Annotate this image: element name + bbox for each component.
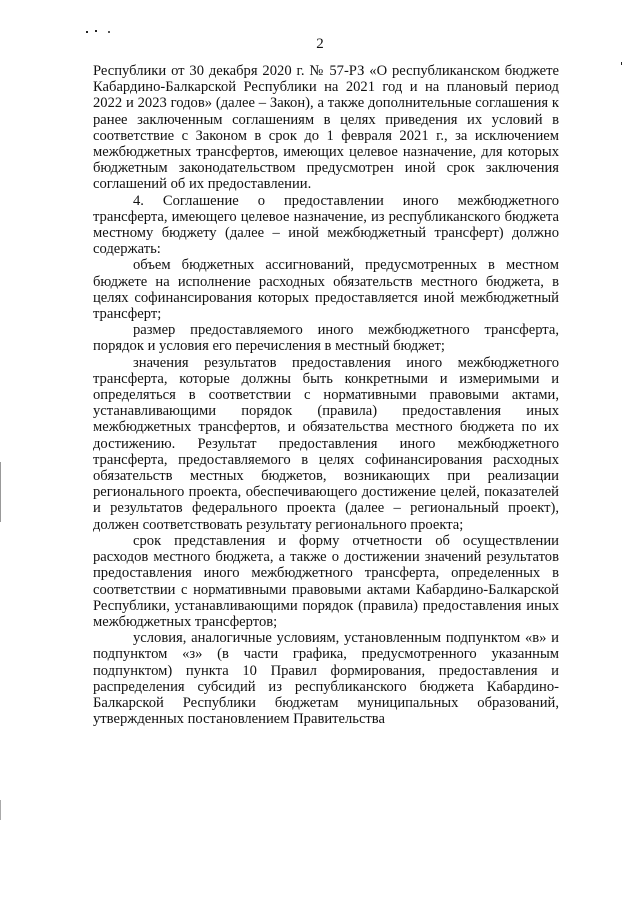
scan-edge-mark (0, 462, 1, 522)
paragraph-continuation: Республики от 30 декабря 2020 г. № 57-РЗ «О республиканском бюджете Кабардино-Балкарской Республики на 2021 год и на плановый период 2022 и 2023 годов» (далее – Закон), а также дополнительные соглашения к ранее заключенным соглашениям в целях приведения их условий в соответствие с Законом в срок до 1 февраля 2021 г., за исключением межбюджетных трансфертов, имеющих целевое назначение, для которых бюджетным законодательством предусмотрен иной срок заключения соглашений об их предоставлении. (93, 63, 559, 193)
document-body (93, 63, 559, 727)
paragraph-budget-allocations: объем бюджетных ассигнований, предусмотренных в местном бюджете на исполнение расходных обязательств местного бюджета, в целях софинансирования которых предоставляется иной межбюджетный трансферт; (93, 257, 559, 323)
paragraph-results-values: значения результатов предоставления иного межбюджетного трансферта, которые должны быть конкретными и измеримыми и определяться в соответствии с нормативными правовыми актами, устанавливающими порядок (правила) предоставления иных межбюджетных трансфертов, и обязательства местного бюджета по их достижению. Результат предоставления иного межбюджетного трансферта, предоставляемого в целях софинансирования расходных обязательств местных бюджетов, возникающих при реализации регионального проекта, обеспечивающего достижение целей, показателей и результатов федерального проекта (далее – региональный проект), должен соответствовать результату регионального проекта; (93, 354, 559, 533)
paragraph-conditions: условия, аналогичные условиям, установленным подпунктом «в» и подпунктом «з» (в части графика, предусмотренного указанным подпунктом) пункта 10 Правил формирования, предоставления и распределения субсидий из республиканского бюджета Кабардино-Балкарской Республики бюджетам муниципальных образований, утвержденных постановлением Правительства (93, 630, 559, 728)
paragraph-reporting: срок представления и форму отчетности об осуществлении расходов местного бюджета, а также о достижении значений результатов предоставления иного межбюджетного трансферта, определенных в соответствии с нормативными правовыми актами Кабардино-Балкарской Республики, устанавливающими порядок (правила) предоставления иных межбюджетных трансфертов; (93, 532, 559, 630)
scan-edge-mark-lower (0, 800, 1, 820)
paragraph-item-4: 4. Соглашение о предоставлении иного межбюджетного трансферта, имеющего целевое назначение, из республиканского бюджета местному бюджету (далее – иной межбюджетный трансферт) должно содержать: (93, 192, 559, 258)
page-number: 2 (316, 36, 324, 52)
scan-artifact-right (621, 62, 622, 65)
paragraph-transfer-amount: размер предоставляемого иного межбюджетного трансферта, порядок и условия его перечисления в местный бюджет; (93, 322, 559, 355)
scan-artifact-top-left (86, 31, 88, 33)
